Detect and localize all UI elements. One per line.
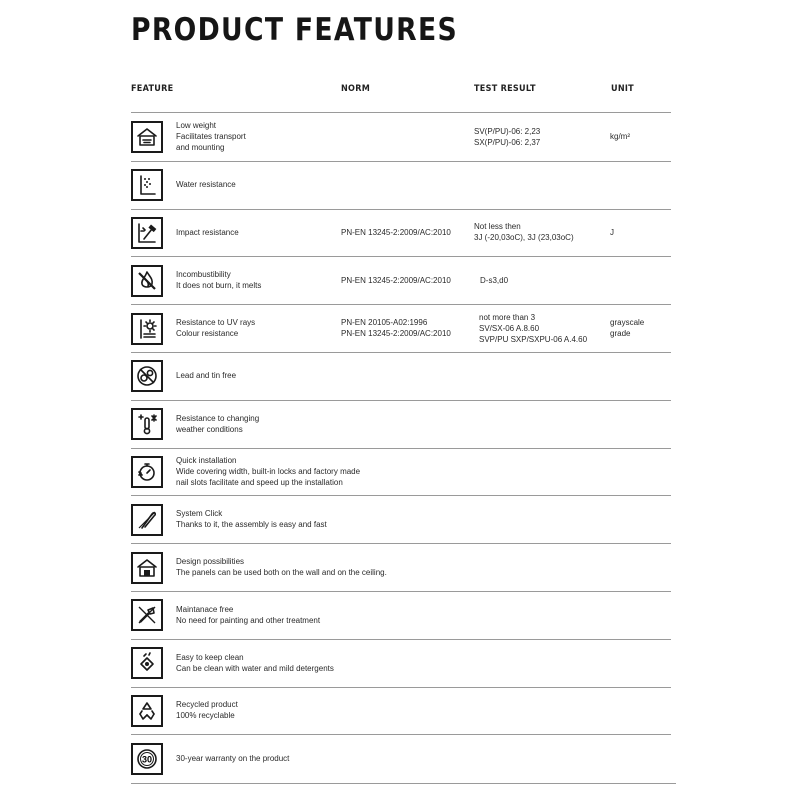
result-text: 3J (-20,03oC), 3J (23,03oC) (474, 233, 574, 243)
result-text: not more than 3 (479, 312, 536, 322)
design-possibilities-icon (131, 552, 163, 584)
easy-clean-icon (131, 647, 163, 679)
feature-cell (176, 652, 334, 674)
result-text: SV(P/PU)-06: 2,23 (474, 126, 541, 136)
table-row (131, 495, 671, 543)
header-norm: NORM (341, 84, 371, 94)
feature-text: and mounting (176, 143, 225, 153)
uv-resistance-icon (131, 313, 163, 345)
result-text: D-s3,d0 (480, 275, 509, 285)
result-cell (480, 275, 508, 286)
feature-text: Maintanace free (176, 604, 234, 614)
unit-text: grade (610, 329, 631, 339)
norm-text: PN-EN 13245-2:2009/AC:2010 (341, 329, 451, 339)
unit-cell (610, 131, 630, 142)
feature-cell (176, 269, 261, 291)
feature-cell (176, 317, 255, 339)
impact-resistance-icon (131, 217, 163, 249)
result-text: Not less then (474, 222, 521, 232)
feature-text: Recycled product (176, 700, 238, 710)
feature-text: System Click (176, 509, 223, 519)
water-resistance-icon (131, 169, 163, 201)
norm-cell (341, 227, 451, 238)
table-row (131, 400, 671, 448)
result-text: SV/SX-06 A.8.60 (479, 323, 540, 333)
norm-text: PN-EN 20105-A02:1996 (341, 318, 428, 328)
feature-text: weather conditions (176, 424, 243, 434)
feature-text: Water resistance (176, 180, 236, 190)
feature-text: Incombustibility (176, 270, 231, 280)
feature-cell (176, 508, 327, 530)
table-row (131, 113, 671, 161)
unit-cell (610, 317, 644, 339)
feature-cell (176, 699, 238, 721)
feature-text: Wide covering width, built-in locks and factory made (176, 466, 361, 476)
table-row (131, 209, 671, 257)
table-row (131, 734, 671, 782)
result-text: SVP/PU SXP/SXPU-06 A.4.60 (479, 334, 588, 344)
feature-text: The panels can be used both on the wall and on the ceiling. (176, 568, 387, 578)
result-cell (479, 312, 587, 345)
feature-text: 30-year warranty on the product (176, 753, 290, 763)
feature-text: It does not burn, it melts (176, 281, 262, 291)
feature-cell (176, 120, 246, 153)
result-cell (474, 126, 540, 148)
page-title: PRODUCT FEATURES (131, 12, 458, 48)
incombustibility-icon (131, 265, 163, 297)
feature-text: Resistance to changing (176, 413, 260, 423)
table-row (131, 448, 671, 496)
header-test-result: TEST RESULT (474, 84, 536, 94)
table-row (131, 639, 671, 687)
header-unit: UNIT (611, 84, 634, 94)
table-row (131, 687, 671, 735)
table-row (131, 161, 671, 209)
feature-text: Design possibilities (176, 557, 245, 567)
feature-text: Impact resistance (176, 227, 239, 237)
feature-text: Colour resistance (176, 329, 239, 339)
quick-installation-icon (131, 456, 163, 488)
feature-cell (176, 370, 236, 381)
table-row (131, 256, 671, 304)
feature-cell (176, 455, 360, 488)
feature-text: Lead and tin free (176, 371, 237, 381)
feature-text: Quick installation (176, 455, 237, 465)
feature-text: Facilitates transport (176, 132, 246, 142)
feature-cell (176, 179, 236, 190)
norm-text: PN-EN 13245-2:2009/AC:2010 (341, 275, 451, 285)
feature-cell (176, 413, 259, 435)
table-row (131, 543, 671, 591)
feature-text: Easy to keep clean (176, 652, 244, 662)
norm-cell (341, 317, 451, 339)
norm-cell (341, 275, 451, 286)
feature-cell (176, 604, 320, 626)
feature-text: Low weight (176, 121, 217, 131)
result-cell (474, 221, 574, 243)
system-click-icon (131, 504, 163, 536)
table-row (131, 304, 671, 352)
warranty-years-label: 30 (141, 754, 153, 765)
table-row (131, 591, 671, 639)
table-bottom-divider (131, 783, 676, 784)
unit-text: J (610, 227, 614, 237)
feature-text: Can be clean with water and mild detergents (176, 663, 334, 673)
unit-text: grayscale (610, 318, 645, 328)
feature-text: No need for painting and other treatment (176, 615, 321, 625)
unit-cell (610, 227, 614, 238)
feature-cell (176, 556, 387, 578)
recycled-product-icon (131, 695, 163, 727)
lead-tin-free-icon (131, 360, 163, 392)
feature-text: Thanks to it, the assembly is easy and fast (176, 520, 327, 530)
header-feature: FEATURE (131, 84, 174, 94)
feature-text: nail slots facilitate and speed up the installation (176, 477, 343, 487)
weather-resistance-icon (131, 408, 163, 440)
unit-text: kg/m² (610, 132, 630, 142)
feature-cell (176, 227, 239, 238)
feature-cell (176, 753, 289, 764)
maintenance-free-icon (131, 599, 163, 631)
table-row (131, 352, 671, 400)
feature-text: Resistance to UV rays (176, 318, 256, 328)
norm-text: PN-EN 13245-2:2009/AC:2010 (341, 227, 451, 237)
result-text: SX(P/PU)-06: 2,37 (474, 137, 541, 147)
warranty-icon (131, 743, 163, 775)
low-weight-icon (131, 121, 163, 153)
feature-text: 100% recyclable (176, 711, 235, 721)
